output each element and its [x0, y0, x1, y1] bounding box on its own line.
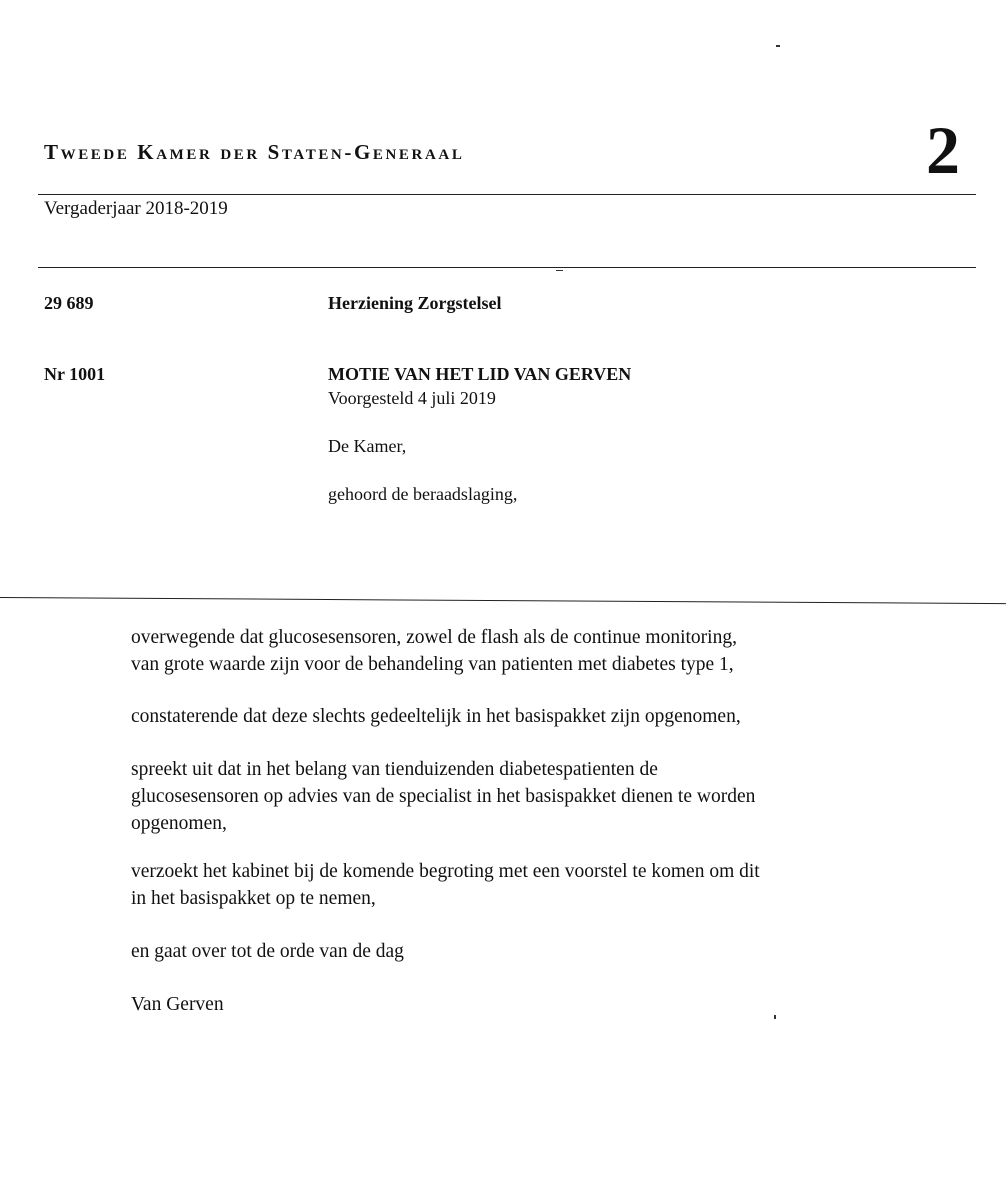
- motion-number: Nr 1001: [44, 364, 106, 384]
- closing-paragraph: [131, 938, 404, 965]
- closing-line: en gaat over tot de orde van de dag: [131, 941, 404, 962]
- addressee: De Kamer,: [328, 436, 407, 456]
- considering-line-1: overwegende dat glucosesensoren, zowel de flash als de continue monitoring,: [131, 627, 737, 648]
- proposed-date: Voorgesteld 4 juli 2019: [328, 388, 496, 408]
- considering-paragraph: [131, 624, 737, 678]
- page-number: 2: [926, 112, 960, 188]
- dossier-title: Herziening Zorgstelsel: [328, 293, 502, 313]
- observing-line: constaterende dat deze slechts gedeeltelijk in het basispakket zijn opgenomen,: [131, 706, 741, 727]
- scan-speck: [776, 45, 780, 47]
- requests-paragraph: [131, 858, 760, 912]
- heard-deliberation: gehoord de beraadslaging,: [328, 484, 518, 504]
- session-rule: [38, 267, 976, 268]
- dossier-number: 29 689: [44, 293, 94, 313]
- session-year: Vergaderjaar 2018-2019: [44, 198, 228, 219]
- scan-speck: [774, 1015, 776, 1019]
- considering-line-2: van grote waarde zijn voor de behandeling van patienten met diabetes type 1,: [131, 654, 734, 675]
- page-join-rule: [0, 597, 1006, 604]
- scan-speck: [556, 270, 563, 271]
- signature-block: [131, 991, 224, 1018]
- motion-title: MOTIE VAN HET LID VAN GERVEN: [328, 364, 632, 384]
- declares-line-1: spreekt uit dat in het belang van tienduizenden diabetespatienten de: [131, 759, 658, 780]
- parliament-header-title: Tweede Kamer der Staten-Generaal: [44, 140, 465, 164]
- signature-name: Van Gerven: [131, 994, 224, 1015]
- top-rule: [38, 194, 976, 195]
- declares-paragraph: [131, 756, 755, 837]
- declares-line-2: glucosesensoren op advies van de specialist in het basispakket dienen te worden: [131, 786, 756, 807]
- declares-line-3: opgenomen,: [131, 813, 227, 834]
- observing-paragraph: [131, 703, 741, 730]
- requests-line-2: in het basispakket op te nemen,: [131, 888, 376, 909]
- requests-line-1: verzoekt het kabinet bij de komende begroting met een voorstel te komen om dit: [131, 861, 760, 882]
